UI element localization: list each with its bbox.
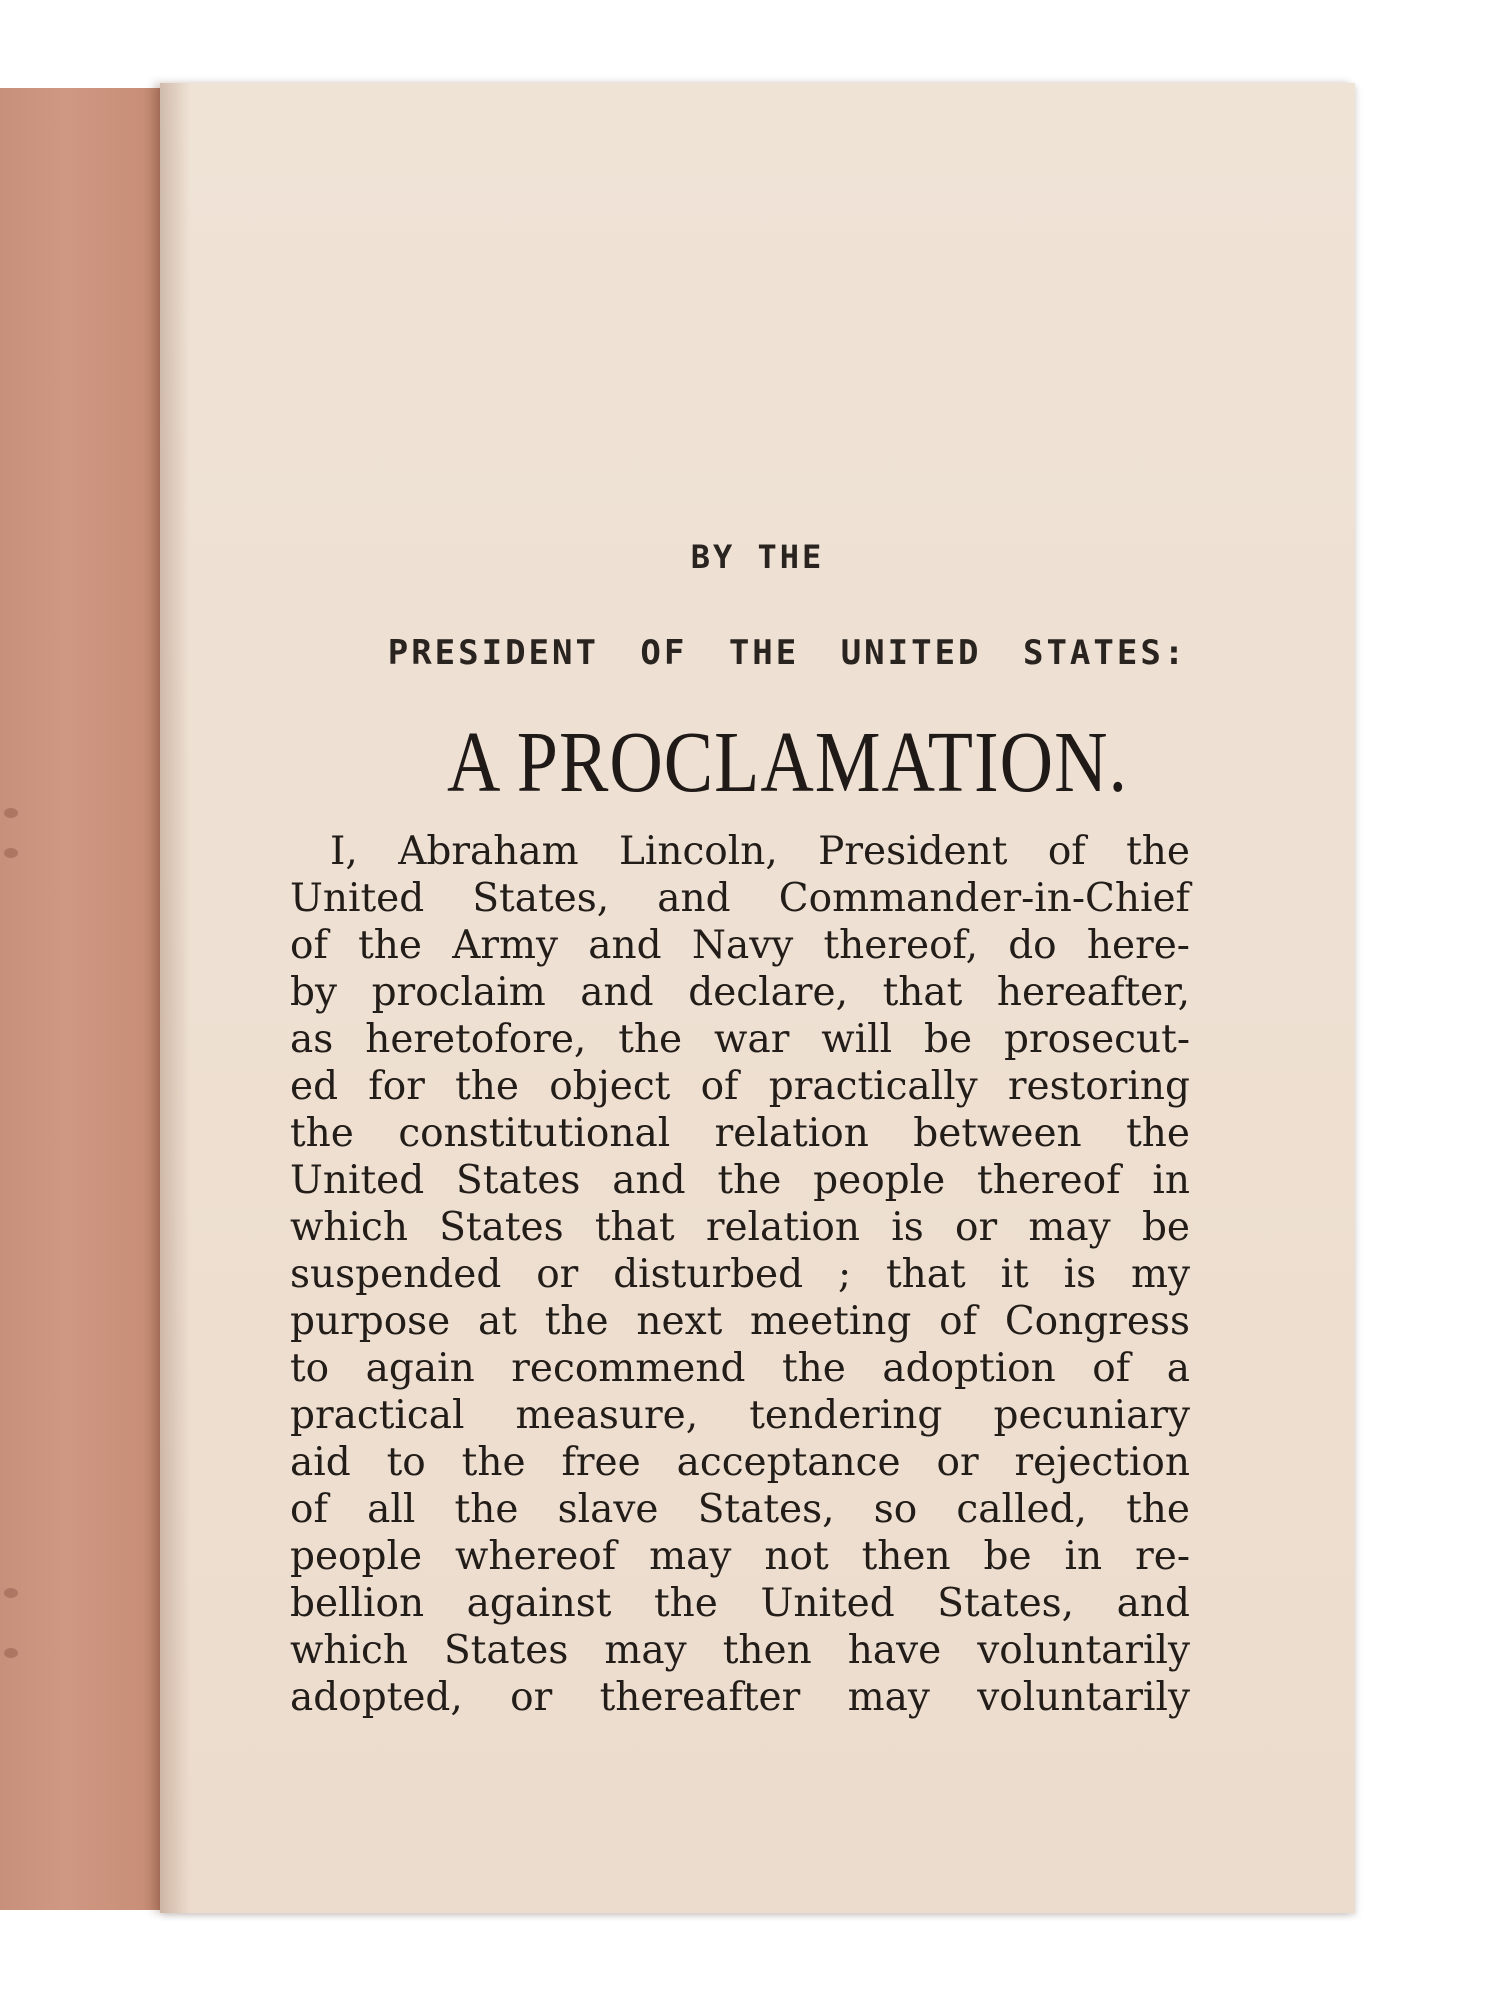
gutter-shadow <box>160 83 190 1913</box>
body-line: the constitutional relation between the <box>290 1111 1190 1156</box>
body-line: adopted, or thereafter may voluntarily <box>290 1675 1190 1720</box>
body-line: ed for the object of practically restoring <box>290 1064 1190 1109</box>
body-line: I, Abraham Lincoln, President of the <box>330 829 1190 874</box>
heading-president: PRESIDENT OF THE UNITED STATES: <box>387 633 1188 673</box>
body-line: of the Army and Navy thereof, do here- <box>290 923 1190 968</box>
body-line: of all the slave States, so called, the <box>290 1487 1190 1532</box>
body-line: which States that relation is or may be <box>290 1205 1190 1250</box>
heading-by-the: BY THE <box>690 538 825 576</box>
pamphlet-cover <box>0 88 165 1910</box>
body-line: United States, and Commander-in-Chief <box>290 876 1190 921</box>
body-line: as heretofore, the war will be prosecut- <box>290 1017 1190 1062</box>
body-line: people whereof may not then be in re- <box>290 1534 1190 1579</box>
pamphlet-page <box>160 83 1355 1913</box>
cover-spot <box>4 808 18 818</box>
body-line: purpose at the next meeting of Congress <box>290 1299 1190 1344</box>
body-line: by proclaim and declare, that hereafter, <box>290 970 1190 1015</box>
body-line: bellion against the United States, and <box>290 1581 1190 1626</box>
proclamation-body <box>290 828 1350 1721</box>
body-line: practical measure, tendering pecuniary <box>290 1393 1190 1438</box>
body-line: aid to the free acceptance or rejection <box>290 1440 1190 1485</box>
body-line: suspended or disturbed ; that it is my <box>290 1252 1190 1297</box>
body-line: which States may then have voluntarily <box>290 1628 1190 1673</box>
cover-spot <box>4 1588 18 1598</box>
page-title: A PROCLAMATION. <box>446 714 1129 811</box>
body-line: to again recommend the adoption of a <box>290 1346 1190 1391</box>
body-line: United States and the people thereof in <box>290 1158 1190 1203</box>
cover-spot <box>4 848 18 858</box>
cover-spot <box>4 1648 18 1658</box>
